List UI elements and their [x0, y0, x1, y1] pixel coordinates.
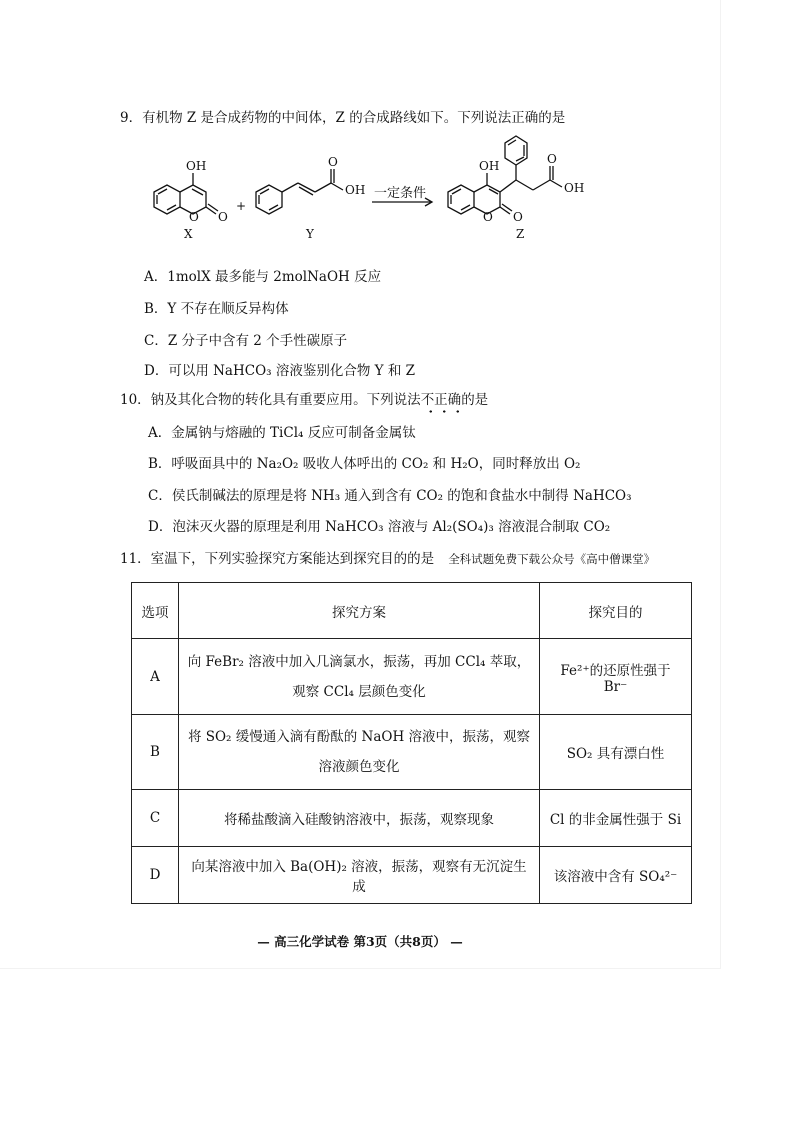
q10-option-a: A．金属钠与熔融的 TiCl₄ 反应可制备金属钛 [148, 425, 416, 441]
y-carbonyl-o: O [328, 155, 338, 169]
q9-option-d: D．可以用 NaHCO₃ 溶液鉴别化合物 Y 和 Z [144, 363, 416, 379]
table-row [132, 847, 692, 904]
plan-line: 将稀盐酸滴入硅酸钠溶液中，振荡，观察现象 [224, 812, 494, 828]
header-goal: 探究目的 [540, 583, 692, 639]
q10-option-c: C．侯氏制碱法的原理是将 NH₃ 通入到含有 CO₂ 的饱和食盐水中制得 NaHCO₃ [148, 488, 632, 504]
row-goal: SO₂ 具有漂白性 [540, 715, 692, 790]
q10-option-b: B．呼吸面具中的 Na₂O₂ 吸收人体呼出的 CO₂ 和 H₂O，同时释放出 O₂ [148, 456, 581, 472]
table-row [132, 639, 692, 715]
row-goal: Cl 的非金属性强于 Si [540, 790, 692, 847]
row-key: B [132, 715, 179, 790]
z-ring-o: O [483, 210, 493, 224]
row-key: D [132, 847, 179, 904]
plan-line: 将 SO₂ 缓慢通入滴有酚酞的 NaOH 溶液中，振荡，观察 [187, 729, 531, 745]
row-goal: 该溶液中含有 SO₄²⁻ [540, 847, 692, 904]
reaction-scheme [140, 130, 620, 260]
x-ring-o: O [189, 210, 199, 224]
q11-note: 全科试题免费下载公众号《高中僧课堂》 [448, 552, 656, 566]
x-oh-label: OH [186, 159, 207, 173]
q9-stem: 9．有机物 Z 是合成药物的中间体，Z 的合成路线如下。下列说法正确的是 [120, 110, 566, 126]
q10-stem-emphasis: 不正确 [420, 392, 462, 408]
y-oh-label: OH [345, 183, 366, 197]
header-plan: 探究方案 [179, 583, 540, 639]
q11-stem-text: 11．室温下，下列实验探究方案能达到探究目的的是 [120, 551, 435, 567]
header-option: 选项 [132, 583, 179, 639]
y-label: Y [306, 227, 314, 241]
row-key: C [132, 790, 179, 847]
x-carbonyl-o: O [218, 210, 228, 224]
q10-stem-pre: 10．钠及其化合物的转化具有重要应用。下列说法 [120, 392, 421, 408]
z-carbonyl-o: O [513, 210, 523, 224]
table-row [132, 715, 692, 790]
plan-line: 溶液颜色变化 [318, 759, 400, 775]
z-oh-label: OH [479, 159, 500, 173]
z-label: Z [516, 227, 525, 241]
plan-line: 观察 CCl₄ 层颜色变化 [292, 683, 426, 700]
row-key: A [132, 639, 179, 715]
q9-option-a: A．1molX 最多能与 2molNaOH 反应 [144, 269, 382, 285]
z-acid-oh: OH [564, 181, 585, 195]
row-plan [179, 715, 540, 790]
q10-stem-post: 的是 [461, 392, 489, 408]
experiment-table [131, 582, 692, 904]
x-label: X [184, 227, 193, 241]
table-header-row [132, 583, 692, 639]
table-row [132, 790, 692, 847]
plan-line: 向 FeBr₂ 溶液中加入几滴氯水，振荡，再加 CCl₄ 萃取， [187, 653, 531, 670]
page-footer: — 高三化学试卷 第3页（共8页） — [257, 934, 463, 949]
plan-line: 向某溶液中加入 Ba(OH)₂ 溶液，振荡，观察有无沉淀生成 [191, 859, 527, 895]
row-plan [179, 847, 540, 904]
q9-option-c: C．Z 分子中含有 2 个手性碳原子 [144, 333, 348, 349]
reaction-condition: 一定条件 [374, 186, 427, 201]
q11-stem [120, 547, 655, 567]
q9-option-b: B．Y 不存在顺反异构体 [144, 301, 289, 317]
q10-stem [120, 388, 488, 408]
z-acid-o: O [547, 152, 557, 166]
row-plan [179, 639, 540, 715]
row-plan [179, 790, 540, 847]
plus-sign: + [236, 199, 247, 213]
row-goal: Fe²⁺的还原性强于 Br⁻ [540, 639, 692, 715]
q10-option-d: D．泡沫灭火器的原理是利用 NaHCO₃ 溶液与 Al₂(SO₄)₃ 溶液混合制取 CO₂ [148, 519, 611, 535]
